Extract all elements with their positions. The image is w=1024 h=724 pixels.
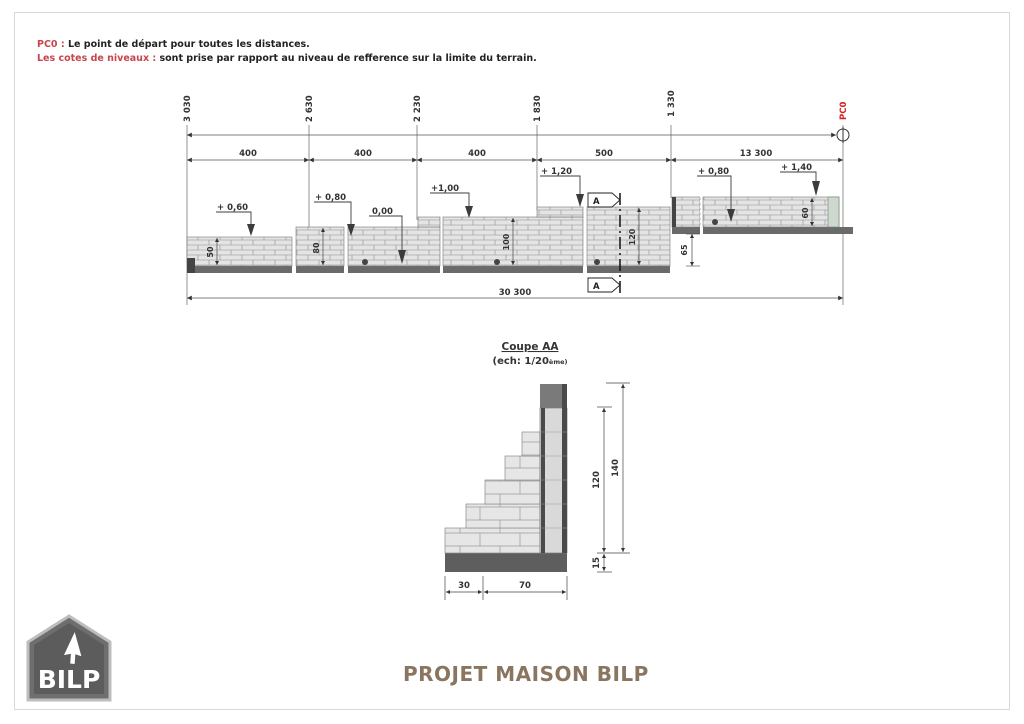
wall-height-100: 100 [502,233,511,251]
section-scale [493,356,568,367]
legend-pc0-text: Le point de départ pour toutes les distances. [67,39,310,50]
wall-height-50: 50 [206,246,215,258]
level-label-140: + 1,40 [781,163,813,173]
section-aa-drawing [445,384,567,572]
legend-levels-key: Les cotes de niveaux : [37,53,157,64]
distance-label-2630: 2 630 [305,95,315,122]
segment-length-3: 400 [468,149,486,159]
level-label-080b: + 0,80 [698,167,730,177]
wall-segment-5-cap [537,207,583,217]
bilp-logo [22,612,116,704]
section-scale-value: (ech: 1/20 [492,356,549,367]
distance-label-2230: 2 230 [413,95,423,122]
wall-segment-6 [672,197,700,227]
total-length-label: 30 300 [498,288,532,298]
level-label-100: +1,00 [431,184,460,194]
level-label-120: + 1,20 [541,167,573,177]
wall-segment-4-cap [418,217,440,227]
wall-segment-1 [187,237,292,266]
section-marker-top: A [593,197,600,207]
distance-label-3030: 3 030 [183,95,193,122]
wall-segment-7 [703,197,839,227]
project-title: PROJET MAISON BILP [403,662,649,686]
level-label-080a: + 0,80 [315,193,347,203]
wall-height-60: 60 [801,207,810,219]
segment-length-1: 400 [239,149,257,159]
wall-segment-3 [348,227,440,266]
section-height-15: 15 [592,557,602,569]
legend-levels-text: sont prise par rapport au niveau de refference sur la limite du terrain. [159,53,537,64]
level-label-000: 0,00 [372,207,393,217]
segment-length-2: 400 [354,149,372,159]
section-scale-suffix: ème) [548,358,568,366]
legend-pc0-key: PC0 : [37,39,65,50]
wall-height-120: 120 [628,228,637,246]
section-width-70: 70 [519,581,531,591]
section-title: Coupe AA [501,341,559,353]
section-width-30: 30 [458,581,470,591]
pc0-origin-label: PC0 [839,101,849,120]
logo-text: BILP [37,665,101,694]
segment-length-5: 13 300 [739,149,773,159]
section-height-140: 140 [611,459,621,477]
step-height-65: 65 [680,244,689,256]
wall-height-80: 80 [312,242,321,254]
level-label-060: + 0,60 [217,203,249,213]
section-height-120: 120 [592,471,602,489]
segment-length-4: 500 [595,149,613,159]
distance-label-1330: 1 330 [667,90,677,117]
pc0-origin-icon [837,127,849,143]
distance-label-1830: 1 830 [533,95,543,122]
section-marker-bottom: A [593,282,600,292]
